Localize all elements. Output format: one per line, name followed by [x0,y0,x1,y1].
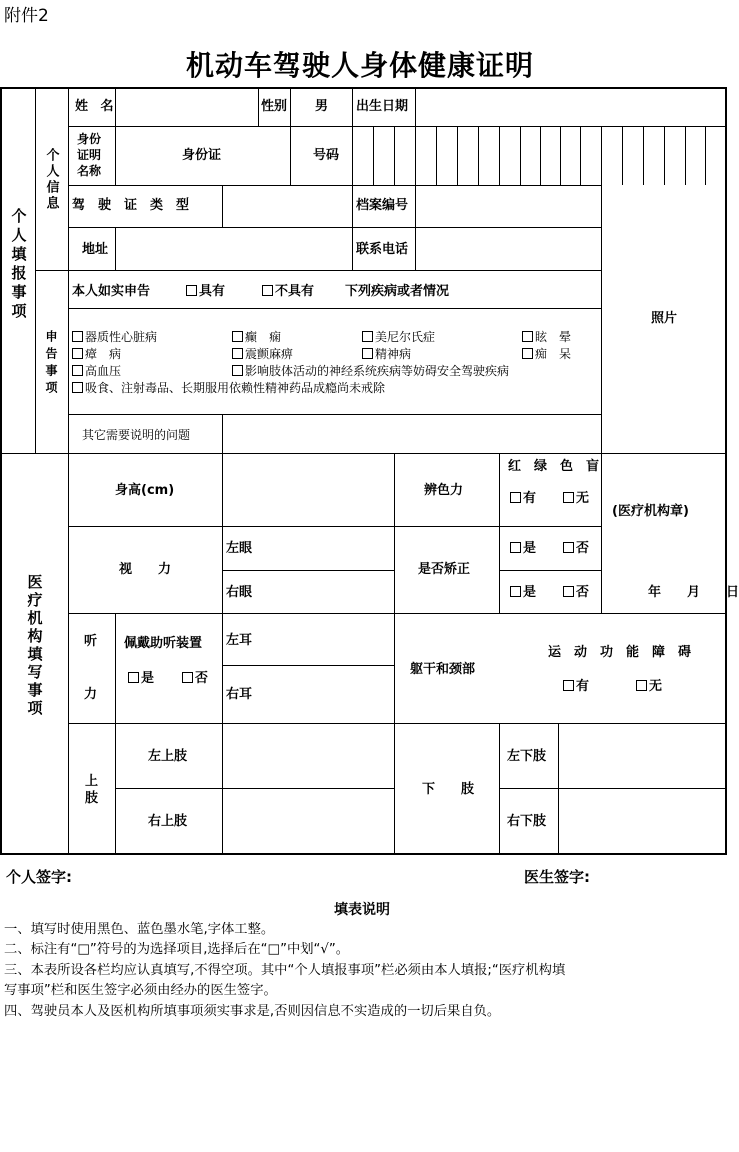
instruction-line: 二、标注有“□”符号的为选择项目,选择后在“□”中划“√”。 [4,942,350,957]
disease-epilepsy[interactable]: 癫 痫 [232,331,281,343]
personal-signature-label: 个人签字: [6,868,72,886]
id-type-value: 身份证 [182,148,222,163]
motor-disorder-label: 运 动 功 能 障 碍 [548,645,692,660]
gender-label: 性别 [261,99,288,114]
disease-meniere[interactable]: 美尼尔氏症 [362,331,435,343]
right-ear-label: 右耳 [226,687,253,702]
declaration-statement: 本人如实申告 [72,284,151,299]
declaration-option-has[interactable]: 具有 [186,285,225,298]
right-upper-limb-label: 右上肢 [148,814,188,829]
instruction-line: 写事项”栏和医生签字必须由经办的医生签字。 [4,983,277,998]
declaration-option-not[interactable]: 不具有 [262,285,314,298]
instruction-line: 四、驾驶员本人及医机构所填事项须实事求是,否则因信息不实造成的一切后果自负。 [4,1004,501,1019]
corrected-right-yes[interactable]: 是 [510,586,536,599]
left-lower-limb-label: 左下肢 [507,749,547,764]
gender-value: 男 [315,99,329,114]
motor-disorder-no[interactable]: 无 [636,680,662,693]
instructions-title: 填表说明 [334,902,390,918]
medical-stamp: (医疗机构章) [612,504,689,519]
hearing-label-top: 听 [84,634,98,649]
declaration-suffix: 下列疾病或者情况 [345,284,450,299]
instruction-line: 三、本表所设各栏均应认真填写,不得空项。其中“个人填报事项”栏必须由本人填报;“医疗机构填 [4,963,566,978]
doctor-signature-label: 医生签字: [524,868,590,886]
disease-drug-addiction[interactable]: 吸食、注射毒品、长期服用依赖性精神药品成瘾尚未戒除 [72,382,385,394]
color-vision-label: 辨色力 [424,483,464,498]
hearing-aid-no[interactable]: 否 [182,672,208,685]
lower-limb-label: 下 肢 [422,782,475,797]
color-blindness-label: 红 绿 色 盲 [508,459,600,474]
license-type-label: 驾 驶 证 类 型 [72,198,190,213]
disease-neurological[interactable]: 影响肢体活动的神经系统疾病等妨碍安全驾驶疾病 [232,365,509,377]
corrected-left-no[interactable]: 否 [563,542,589,555]
address-label: 地址 [82,242,109,257]
personal-info-label: 个人信息 [43,148,59,212]
upper-limb-label-bottom: 肢 [85,791,99,806]
attachment-label: 附件2 [4,6,49,26]
page-title: 机动车驾驶人身体健康证明 [186,49,535,82]
disease-heart[interactable]: 器质性心脏病 [72,331,157,343]
color-blind-yes[interactable]: 有 [510,492,536,505]
personal-section-label: 个人填报事项 [9,208,28,322]
file-number-label: 档案编号 [356,198,409,213]
stamp-date: 年 月 日 [648,585,739,600]
hearing-aid-label: 佩戴助听装置 [124,636,203,651]
color-blind-no[interactable]: 无 [563,492,589,505]
left-upper-limb-label: 左上肢 [148,749,188,764]
photo-label: 照片 [651,311,678,326]
right-lower-limb-label: 右下肢 [507,814,547,829]
id-number-label: 号码 [313,148,340,163]
disease-paralysis-agitans[interactable]: 震颤麻痹 [232,348,293,360]
upper-limb-label-top: 上 [85,774,99,789]
vision-label: 视 力 [119,562,172,577]
disease-vertigo[interactable]: 眩 晕 [522,331,571,343]
corrected-label: 是否矫正 [418,562,471,577]
hearing-aid-yes[interactable]: 是 [128,672,154,685]
disease-hysteria[interactable]: 瘴 病 [72,348,121,360]
other-issues-label: 其它需要说明的问题 [82,428,191,442]
instruction-line: 一、填写时使用黑色、蓝色墨水笔,字体工整。 [4,922,275,937]
left-eye-label: 左眼 [226,541,253,556]
corrected-left-yes[interactable]: 是 [510,542,536,555]
height-label: 身高(cm) [115,483,175,498]
trunk-neck-label: 躯干和颈部 [410,662,476,677]
declaration-section-label: 申告事项 [44,330,58,398]
dob-label: 出生日期 [356,99,409,114]
hearing-label-bottom: 力 [84,687,98,702]
medical-section-label: 医疗机构填写事项 [25,574,44,718]
right-eye-label: 右眼 [226,585,253,600]
left-ear-label: 左耳 [226,633,253,648]
id-type-label: 身份证明名称 [77,132,102,178]
disease-hypertension[interactable]: 高血压 [72,365,121,377]
disease-dementia[interactable]: 痴 呆 [522,348,571,360]
motor-disorder-yes[interactable]: 有 [563,680,589,693]
phone-label: 联系电话 [356,242,409,257]
corrected-right-no[interactable]: 否 [563,586,589,599]
name-label: 姓 名 [75,99,118,114]
disease-psychosis[interactable]: 精神病 [362,348,411,360]
